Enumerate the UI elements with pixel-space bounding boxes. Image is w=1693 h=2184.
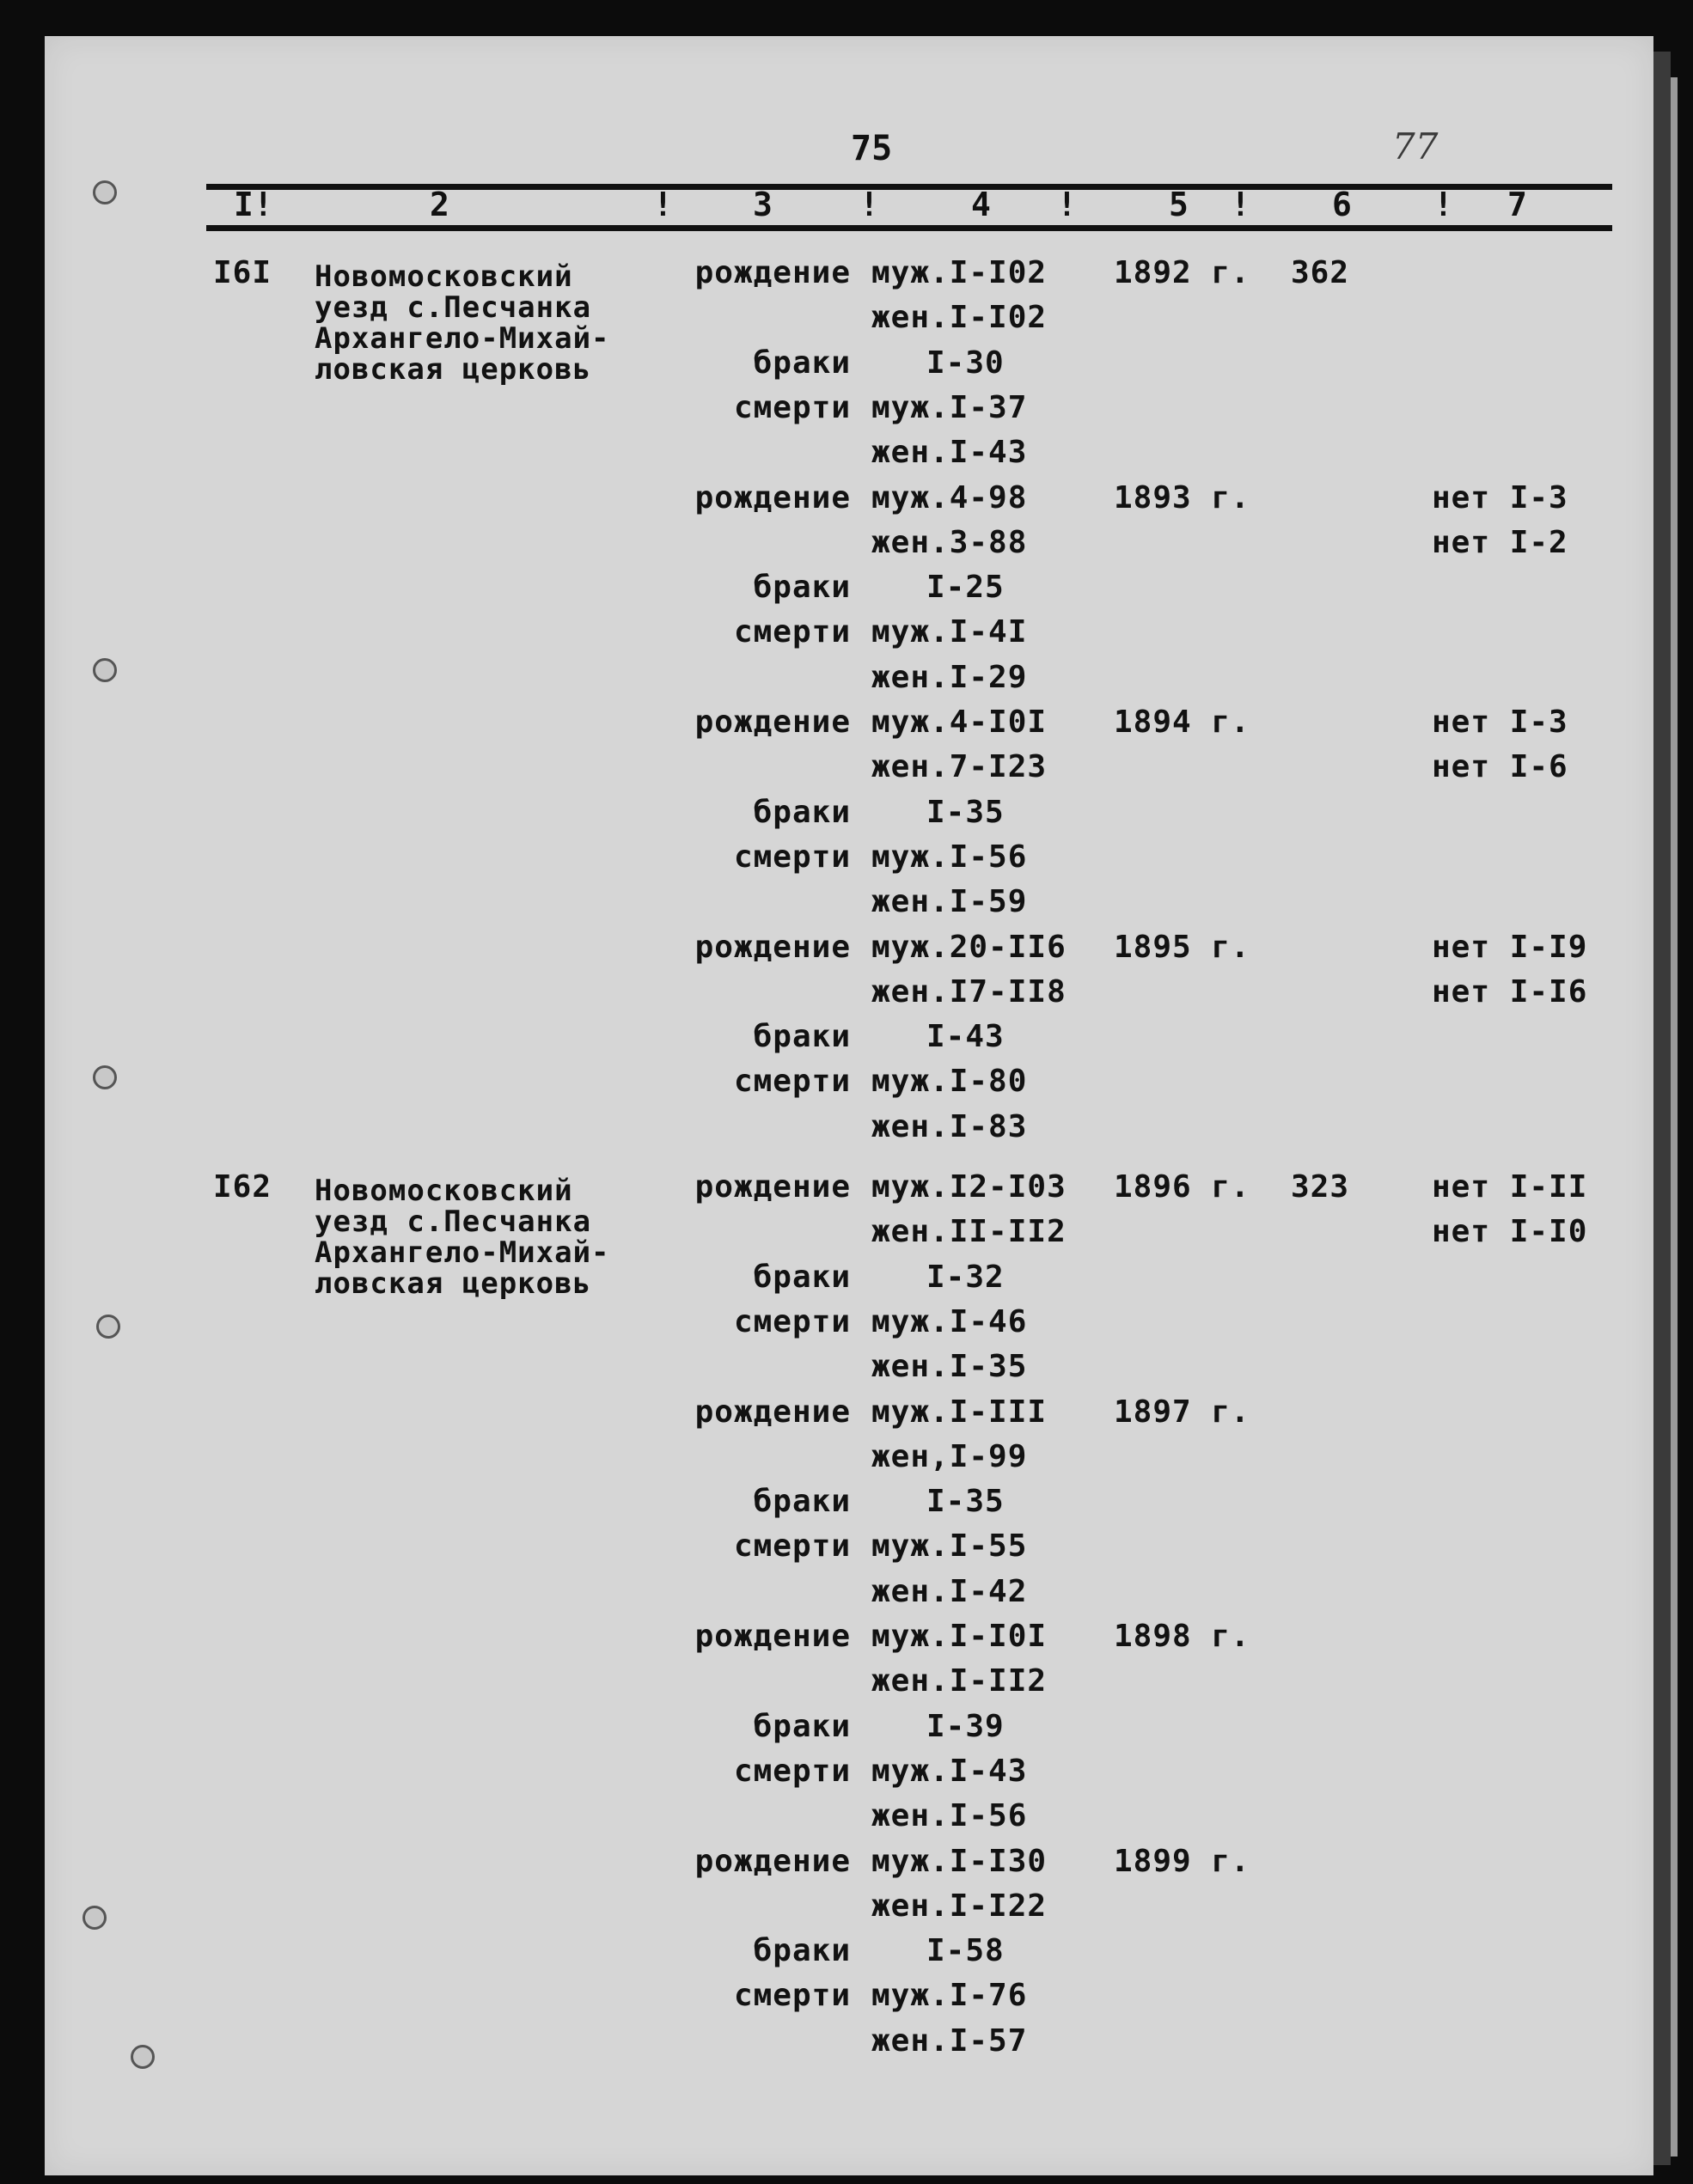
- record-range: жен.I-I02: [871, 300, 1048, 336]
- punch-hole-mark: [93, 658, 117, 682]
- record-range: муж.I-43: [871, 1753, 1028, 1789]
- missing-note: нет I-2: [1432, 524, 1568, 560]
- column-header-7: 7: [1507, 186, 1527, 223]
- record-range: жен.I7-II8: [871, 973, 1067, 1010]
- record-range: жен,I-99: [871, 1438, 1028, 1474]
- record-type: смерти: [733, 389, 851, 425]
- record-type: смерти: [733, 1064, 851, 1100]
- place-line: ловская церковь: [315, 1266, 592, 1301]
- record-range: муж.I-I30: [871, 1843, 1048, 1879]
- record-range: муж.20-II6: [871, 929, 1067, 965]
- record-type: смерти: [733, 614, 851, 650]
- record-year: 1897 г.: [1114, 1394, 1250, 1430]
- missing-note: нет I-I0: [1432, 1214, 1588, 1250]
- record-range: муж.I-46: [871, 1303, 1028, 1339]
- missing-note: нет I-3: [1432, 705, 1568, 740]
- record-range: муж.I-I02: [871, 255, 1048, 290]
- column-separator: !: [653, 186, 673, 223]
- record-type: рождение: [694, 1619, 851, 1654]
- page-edge-shadow: [1653, 52, 1671, 2165]
- column-header-3: 3: [753, 186, 773, 223]
- missing-note: нет I-I9: [1432, 929, 1588, 965]
- punch-hole-mark: [96, 1315, 120, 1339]
- record-range: I-30: [926, 345, 1005, 381]
- record-range: муж.I-80: [871, 1064, 1028, 1100]
- record-range: I-32: [926, 1259, 1005, 1295]
- entry-count: 323: [1291, 1169, 1350, 1205]
- record-type: рождение: [694, 705, 851, 740]
- punch-hole-mark: [93, 1065, 117, 1089]
- record-type: браки: [753, 1259, 851, 1295]
- record-type: браки: [753, 1708, 851, 1744]
- record-range: муж.I-37: [871, 389, 1028, 425]
- record-type: смерти: [733, 839, 851, 875]
- record-range: жен.I-83: [871, 1108, 1028, 1144]
- record-year: 1894 г.: [1114, 705, 1250, 740]
- column-header-1: I!: [234, 186, 273, 223]
- column-header-4: 4: [971, 186, 991, 223]
- record-range: муж.I-III: [871, 1394, 1048, 1430]
- entry-count: 362: [1291, 255, 1350, 290]
- record-type: смерти: [733, 1753, 851, 1789]
- record-type: браки: [753, 1933, 851, 1969]
- record-type: рождение: [694, 1169, 851, 1205]
- record-type: браки: [753, 345, 851, 381]
- record-range: I-58: [926, 1933, 1005, 1969]
- entry-number: I62: [213, 1169, 272, 1205]
- record-range: жен.I-56: [871, 1798, 1028, 1834]
- record-range: муж.I-55: [871, 1528, 1028, 1565]
- missing-note: нет I-3: [1432, 479, 1568, 515]
- place-line: Архангело-Михай-: [315, 321, 610, 356]
- record-range: муж.I-56: [871, 839, 1028, 875]
- column-header-2: 2: [430, 186, 449, 223]
- handwritten-folio-number: 77: [1392, 125, 1439, 168]
- record-type: смерти: [733, 1528, 851, 1565]
- record-type: браки: [753, 570, 851, 606]
- record-range: жен.II-II2: [871, 1214, 1067, 1250]
- record-year: 1899 г.: [1114, 1843, 1250, 1879]
- column-separator: !: [859, 186, 879, 223]
- place-line: Архангело-Михай-: [315, 1235, 610, 1270]
- punch-hole-mark: [83, 1906, 107, 1930]
- record-type: браки: [753, 1019, 851, 1055]
- record-range: жен.7-I23: [871, 749, 1048, 785]
- header-top-rule: [206, 184, 1612, 190]
- column-separator: !: [1433, 186, 1453, 223]
- place-line: ловская церковь: [315, 352, 592, 387]
- record-type: рождение: [694, 1394, 851, 1430]
- record-year: 1896 г.: [1114, 1169, 1250, 1205]
- punch-hole-mark: [131, 2045, 155, 2069]
- record-year: 1898 г.: [1114, 1619, 1250, 1654]
- header-bottom-rule: [206, 225, 1612, 231]
- record-range: муж.I-4I: [871, 614, 1028, 650]
- column-header-5: 5: [1169, 186, 1189, 223]
- record-range: I-39: [926, 1708, 1005, 1744]
- record-range: жен.I-I22: [871, 1888, 1048, 1924]
- record-range: муж.4-I0I: [871, 705, 1048, 740]
- record-range: жен.I-43: [871, 435, 1028, 471]
- record-range: жен.I-II2: [871, 1663, 1048, 1699]
- record-type: рождение: [694, 929, 851, 965]
- record-range: I-43: [926, 1019, 1005, 1055]
- record-range: жен.I-57: [871, 2022, 1028, 2059]
- record-year: 1895 г.: [1114, 929, 1250, 965]
- record-range: жен.3-88: [871, 524, 1028, 560]
- record-type: рождение: [694, 1843, 851, 1879]
- place-line: Новомосковский: [315, 259, 573, 294]
- missing-note: нет I-I6: [1432, 973, 1588, 1010]
- place-line: уезд с.Песчанка: [315, 290, 592, 325]
- record-range: муж.I-76: [871, 1978, 1028, 2014]
- record-range: жен.I-29: [871, 659, 1028, 695]
- missing-note: нет I-II: [1432, 1169, 1588, 1205]
- record-type: смерти: [733, 1978, 851, 2014]
- record-range: жен.I-59: [871, 884, 1028, 920]
- record-range: муж.I-I0I: [871, 1619, 1048, 1654]
- place-line: Новомосковский: [315, 1174, 573, 1208]
- page-number: 75: [851, 129, 893, 168]
- record-year: 1893 г.: [1114, 479, 1250, 515]
- record-year: 1892 г.: [1114, 255, 1250, 290]
- punch-hole-mark: [93, 180, 117, 204]
- record-type: рождение: [694, 479, 851, 515]
- record-type: браки: [753, 794, 851, 830]
- entry-number: I6I: [213, 255, 272, 290]
- missing-note: нет I-6: [1432, 749, 1568, 785]
- record-type: смерти: [733, 1303, 851, 1339]
- record-range: I-35: [926, 794, 1005, 830]
- place-line: уезд с.Песчанка: [315, 1205, 592, 1239]
- page-edge-highlight: [1671, 77, 1678, 2157]
- record-range: муж.4-98: [871, 479, 1028, 515]
- column-header-6: 6: [1332, 186, 1352, 223]
- record-range: I-25: [926, 570, 1005, 606]
- record-range: жен.I-35: [871, 1349, 1028, 1385]
- record-range: I-35: [926, 1484, 1005, 1520]
- record-type: рождение: [694, 255, 851, 290]
- column-separator: !: [1057, 186, 1077, 223]
- record-range: муж.I2-I03: [871, 1169, 1067, 1205]
- record-range: жен.I-42: [871, 1573, 1028, 1609]
- column-separator: !: [1231, 186, 1250, 223]
- record-type: браки: [753, 1484, 851, 1520]
